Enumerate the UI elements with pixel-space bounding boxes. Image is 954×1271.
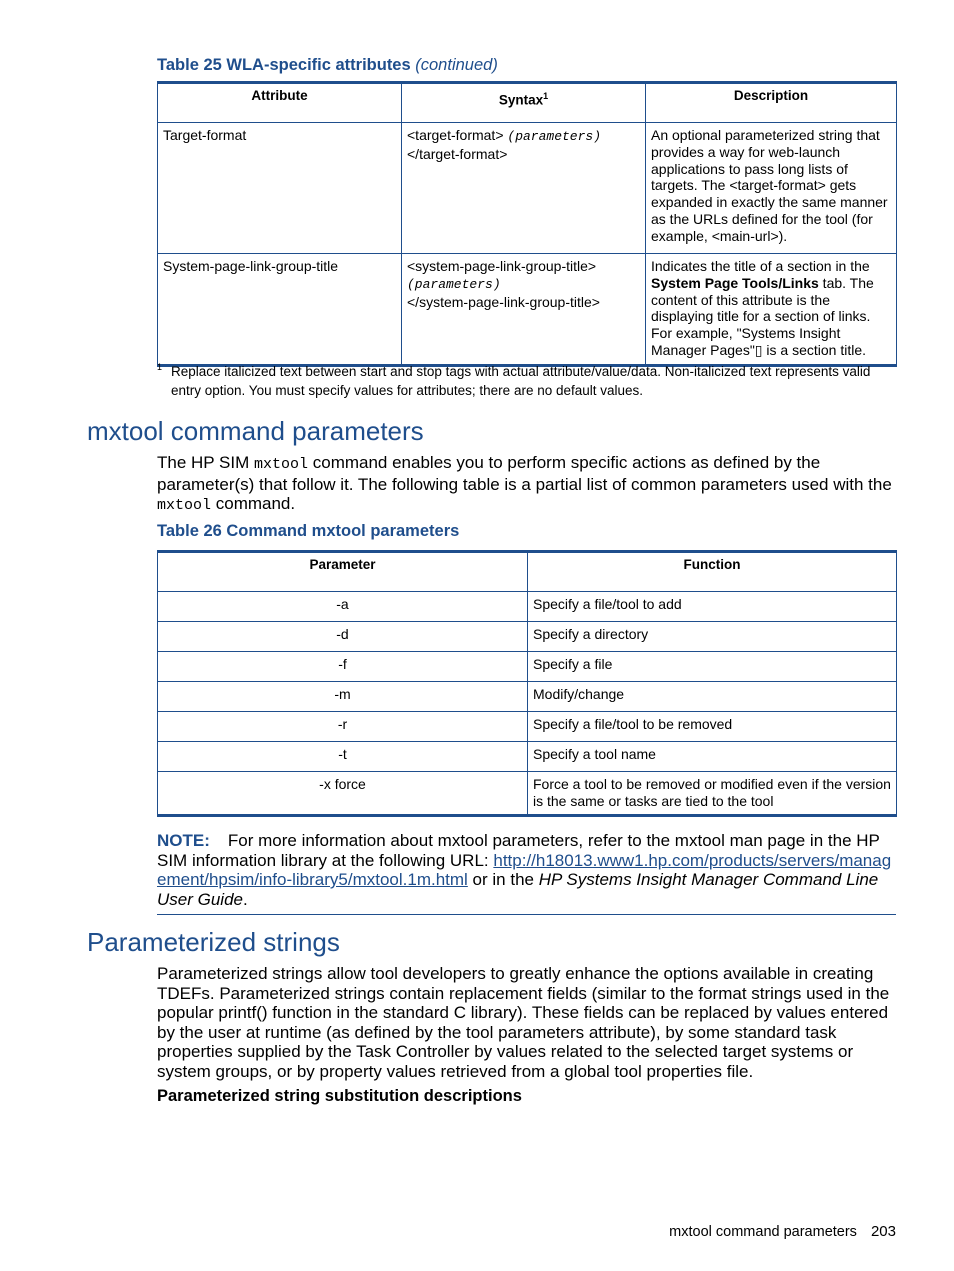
footnote-ref: 1 [543,91,549,101]
table25-caption [157,56,498,75]
table25-header-description: Description [646,83,897,123]
note-text: . [242,889,248,909]
description-cell: An optional parameterized string that provides a way for web-launch applications to pass long lists of targets. The <target-format> gets expanded in exactly the same manner as the URLs defined for the tool (for example, <main-url>). [646,123,897,254]
parameter-cell: -f [158,652,528,682]
page-footer [669,1223,896,1240]
table25-header-row [158,83,897,123]
paragraph-text: command. [211,494,296,513]
mxtool-man-page-link[interactable]: http://h18013.www1.hp.com/products/servers/management/hpsim/info-library5/mxtool.1m.html [157,850,892,889]
function-cell: Force a tool to be removed or modified even if the version is the same or tasks are tied to the tool [528,772,897,816]
footer-title: mxtool command parameters [669,1224,857,1240]
table-row [158,772,897,816]
function-cell: Specify a file/tool to be removed [528,712,897,742]
inline-code: mxtool [254,456,309,473]
inline-code: mxtool [157,497,212,514]
description-bold: System Page Tools/Links [651,274,819,291]
parameter-cell: -m [158,682,528,712]
function-cell: Specify a file/tool to add [528,592,897,622]
table-row [158,682,897,712]
note-block [157,831,897,909]
parameter-cell: -t [158,742,528,772]
paragraph-text: command enables you to perform specific actions as defined by the parameter(s) that follow it. The following table is a partial list of common parameters used with the [157,453,892,494]
table25-header-syntax-text: Syntax [498,92,544,108]
section2-subheading: Parameterized string substitution descriptions [157,1087,522,1105]
table26-header-parameter: Parameter [158,552,528,592]
table-row [158,742,897,772]
table26-header-function: Function [528,552,897,592]
description-text: Indicates the title of a section in the [651,258,870,274]
note-guide-title: HP Systems Insight Manager Command Line User Guide [157,870,879,909]
syntax-open-tag: <target-format> [407,127,504,143]
table25-header-syntax [402,83,646,123]
section-heading-parameterized-strings: Parameterized strings [87,927,340,957]
function-cell: Modify/change [528,682,897,712]
table-row [158,712,897,742]
table25-caption-suffix: (continued) [415,56,498,74]
parameter-cell: -a [158,592,528,622]
description-cell [646,254,897,366]
page-number: 203 [870,1223,896,1240]
table-row [158,123,897,254]
table-row [158,622,897,652]
table25-caption-text: Table 25 WLA-specific attributes [157,56,411,74]
footnote-text: Replace italicized text between start and stop tags with actual attribute/value/data. Non-italicized text represents valid entry option. You must specify values for attributes; there are no default values. [171,364,871,398]
table26-header-row [158,552,897,592]
syntax-param: (parameters) [407,276,501,292]
function-cell: Specify a tool name [528,742,897,772]
syntax-cell [402,123,646,254]
table-row [158,254,897,366]
table-row [158,652,897,682]
table26 [157,550,897,817]
footnote-mark: 1 [157,362,163,372]
function-cell: Specify a directory [528,622,897,652]
section1-paragraph [157,453,897,516]
description-text: tab. The content of this attribute is the displaying title for a section of links. For example, "Systems Insight Manager Pages"▯ is a section title. [651,274,874,358]
note-text: For more information about mxtool parameters, refer to the mxtool man page in the HP SIM information library at the following URL: [157,831,880,870]
table25 [157,81,897,367]
table26-caption: Table 26 Command mxtool parameters [157,522,460,540]
section-heading-mxtool: mxtool command parameters [87,416,424,446]
table25-header-attribute: Attribute [158,83,402,123]
section2-paragraph: Parameterized strings allow tool developers to greatly enhance the options available in creating TDEFs. Parameterized strings contain replacement fields (similar to the format strings used in the popular printf() function in the standard C library). These fields can be replaced by values entered by the user at runtime (as defined by the tool parameters attribute), by some standard task properties supplied by the Task Controller by values related to the selected target systems or system groups, or by property values retrieved from a global tool properties file. [157,964,890,1081]
paragraph-text: The HP SIM [157,453,254,472]
table-row [158,592,897,622]
note-label: NOTE: [157,831,210,850]
syntax-close-tag: </target-format> [407,145,508,162]
syntax-cell [402,254,646,366]
attribute-cell: System-page-link-group-title [158,254,402,366]
syntax-open-tag: <system-page-link-group-title> [407,258,597,274]
table25-footnote [157,362,897,400]
note-divider [157,914,896,915]
syntax-param: (parameters) [507,129,602,144]
syntax-close-tag: </system-page-link-group-title> [407,293,600,310]
attribute-cell: Target-format [158,123,402,254]
parameter-cell: -r [158,712,528,742]
function-cell: Specify a file [528,652,897,682]
parameter-cell: -x force [158,772,528,816]
parameter-cell: -d [158,622,528,652]
note-text: or in the [467,870,539,889]
